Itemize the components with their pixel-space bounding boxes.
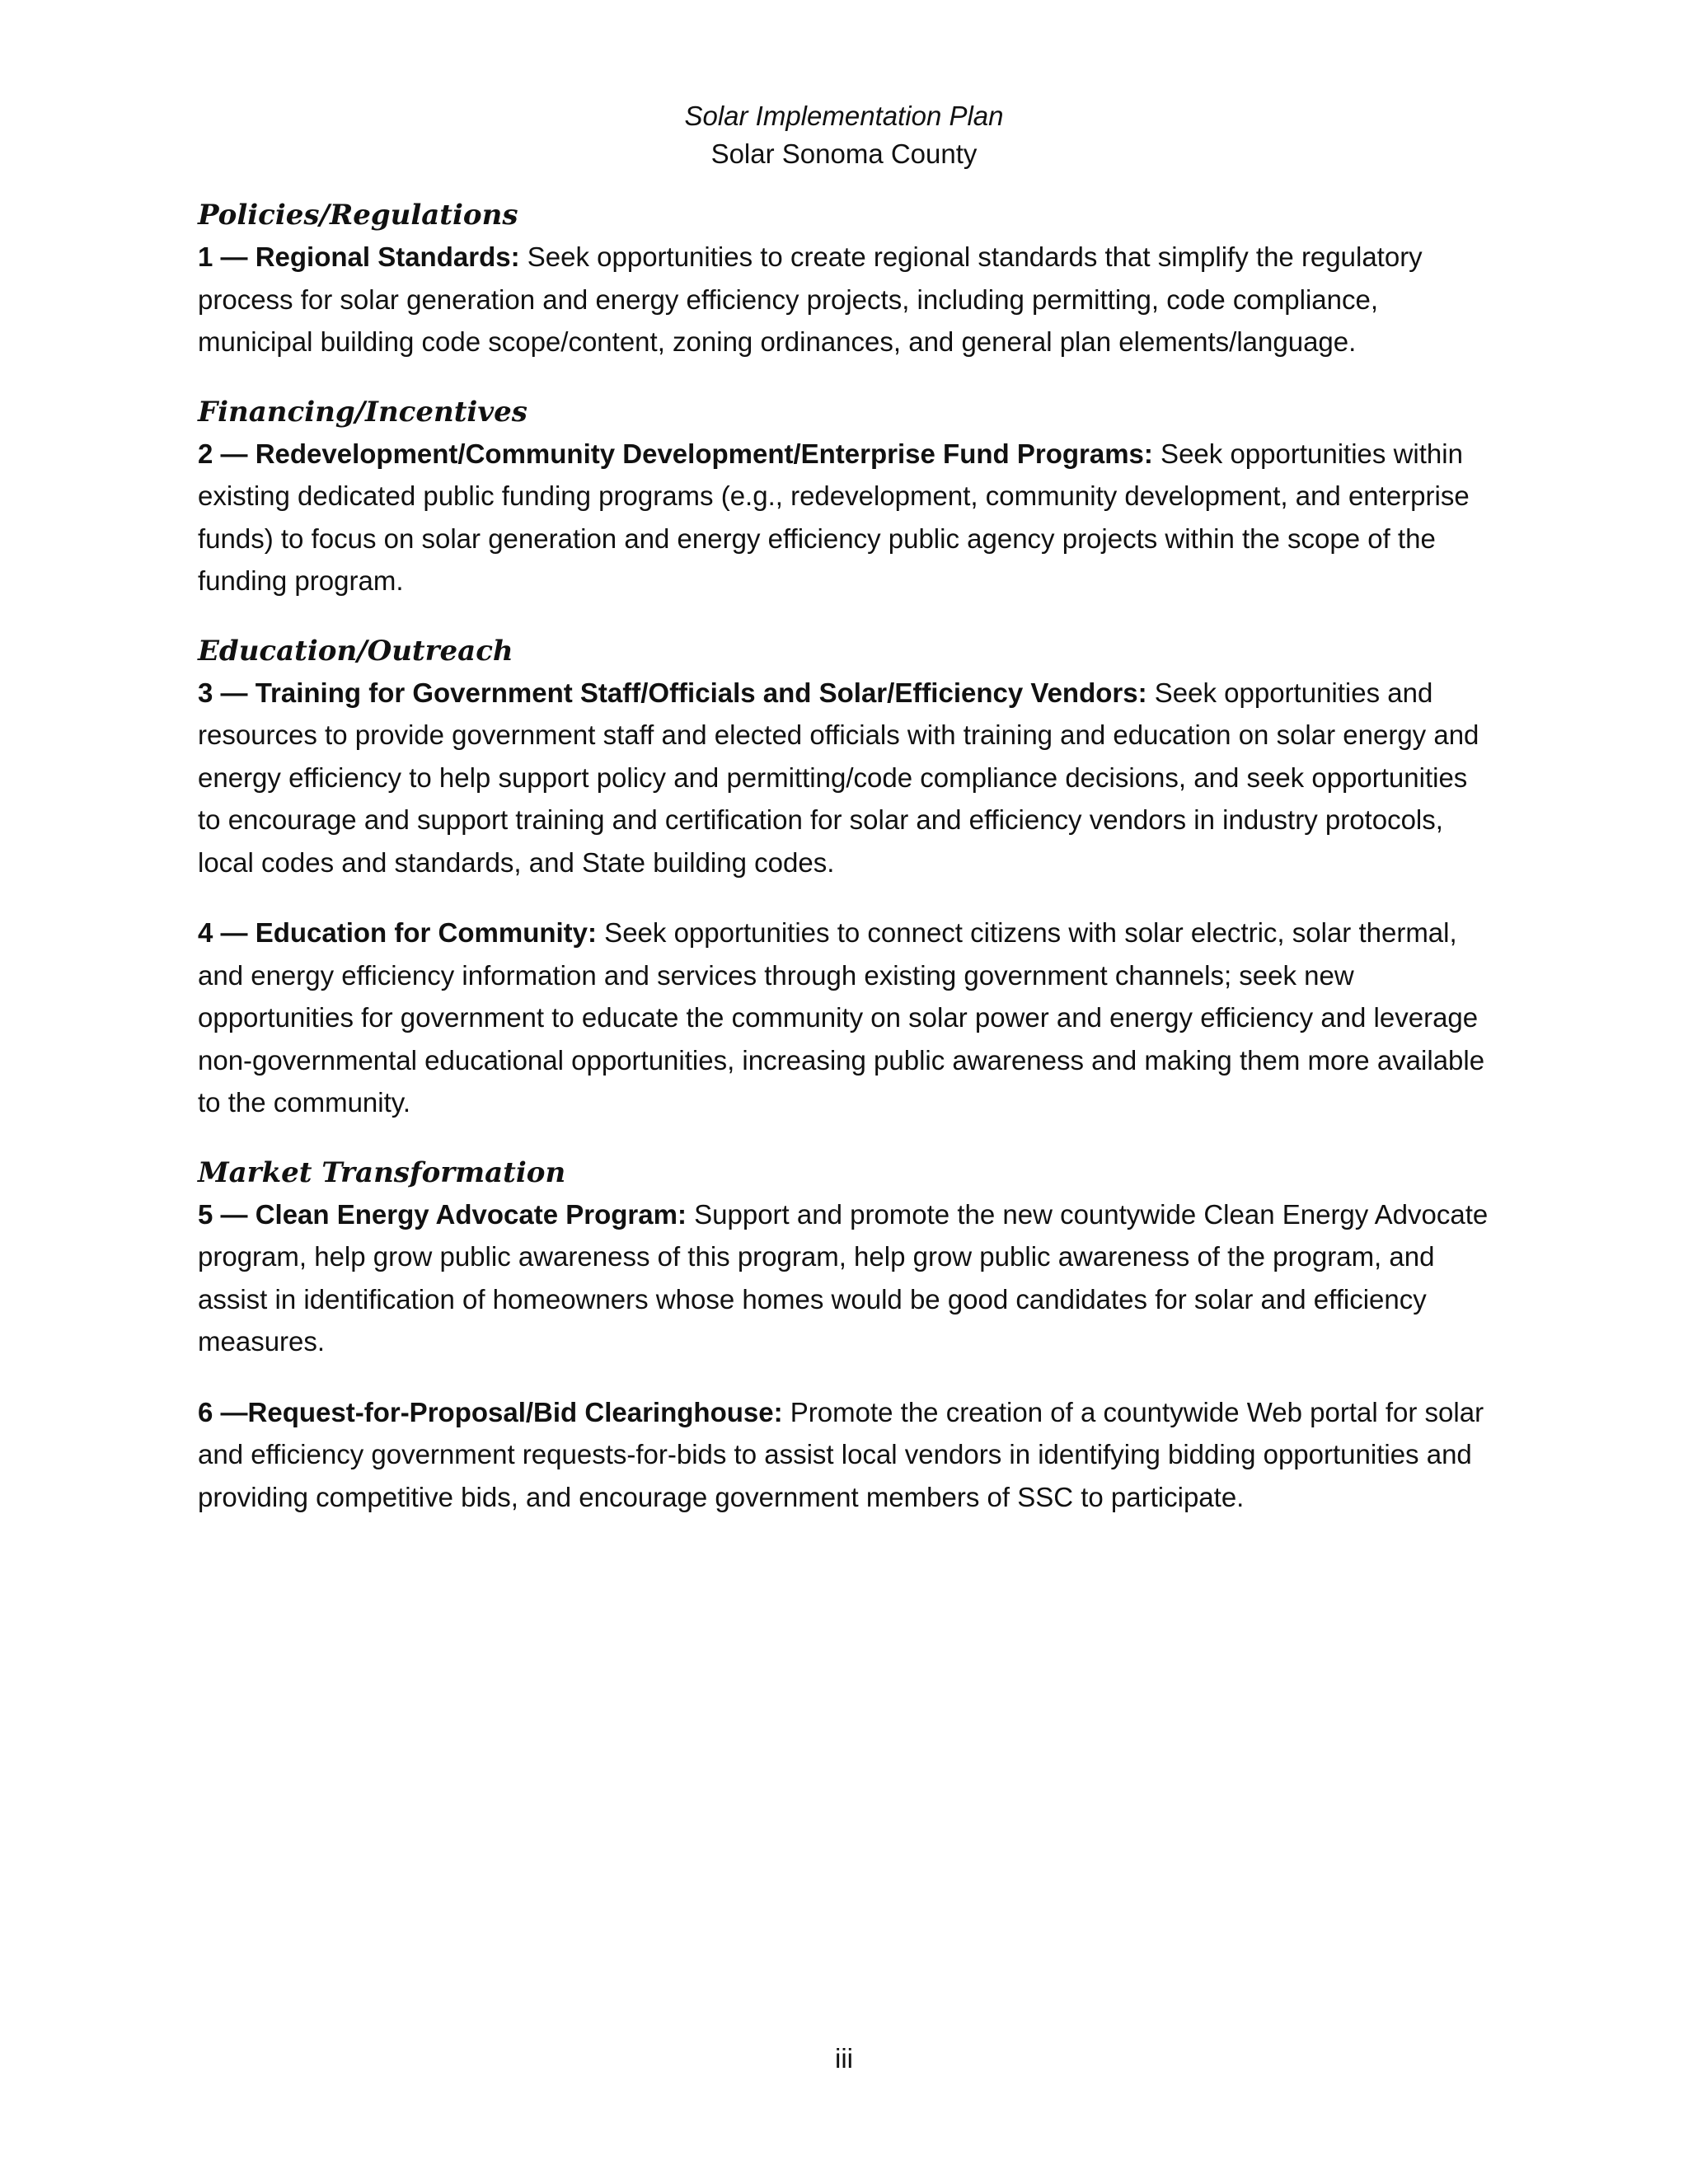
document-title: Solar Implementation Plan [684, 101, 1004, 131]
item-regional-standards [198, 236, 1492, 363]
item-lead: 1 — Regional Standards: [198, 241, 520, 272]
item-redevelopment-programs [198, 433, 1492, 602]
item-training [198, 672, 1492, 884]
item-lead: 3 — Training for Government Staff/Officials and Solar/Efficiency Vendors: [198, 677, 1147, 708]
section-title-market: Market Transformation [198, 1155, 566, 1189]
section-title-financing: Financing/Incentives [198, 395, 528, 429]
page-number: iii [835, 2043, 853, 2074]
item-text: Support and promote the new countywide Clean Energy Advocate program, help grow public awareness of this program, help grow public awareness of the program, and assist in identification of homeowners whose homes would be good candidates for solar and efficiency measures. [198, 1198, 1489, 1357]
item-lead: 5 — Clean Energy Advocate Program: [198, 1198, 687, 1230]
item-text: Seek opportunities and resources to provide government staff and elected officials with training and education on solar energy and energy efficiency to help support policy and permitting/code compliance decisions, and seek opportunities to encourage and support training and certification for solar and efficiency vendors in industry protocols, local codes and standards, and State building codes. [198, 677, 1479, 878]
item-lead: 4 — Education for Community: [198, 917, 598, 948]
section-title-policies: Policies/Regulations [198, 199, 518, 232]
document-subtitle: Solar Sonoma County [710, 138, 978, 169]
item-rfp-clearinghouse [198, 1391, 1492, 1519]
item-text: Seek opportunities within existing dedicated public funding programs (e.g., redevelopment, community development, and enterprise funds) to focus on solar generation and energy efficiency public agency projects within the scope of the funding program. [198, 438, 1470, 596]
document-header [0, 97, 1688, 173]
item-text: Seek opportunities to connect citizens with solar electric, solar thermal, and energy efficiency information and services through existing government channels; seek new opportunities for government to educate the community on solar power and energy efficiency and leverage non-governmental educational opportunities, increasing public awareness and making them more available to the community. [198, 917, 1485, 1118]
section-title-education: Education/Outreach [198, 634, 513, 668]
item-text: Seek opportunities to create regional standards that simplify the regulatory process for solar generation and energy efficiency projects, including permitting, code compliance, municipal building code scope/content, zoning ordinances, and general plan elements/language. [198, 241, 1423, 357]
item-lead: 2 — Redevelopment/Community Development/Enterprise Fund Programs: [198, 438, 1153, 469]
item-clean-energy-advocate [198, 1193, 1492, 1363]
item-text: Promote the creation of a countywide Web portal for solar and efficiency government requests-for-bids to assist local vendors in identifying bidding opportunities and providing competitive bids, and encourage government members of SSC to participate. [198, 1396, 1484, 1512]
item-lead: 6 —Request-for-Proposal/Bid Clearinghouse: [198, 1396, 783, 1427]
document-body [198, 194, 1492, 1546]
item-education-community [198, 912, 1492, 1124]
